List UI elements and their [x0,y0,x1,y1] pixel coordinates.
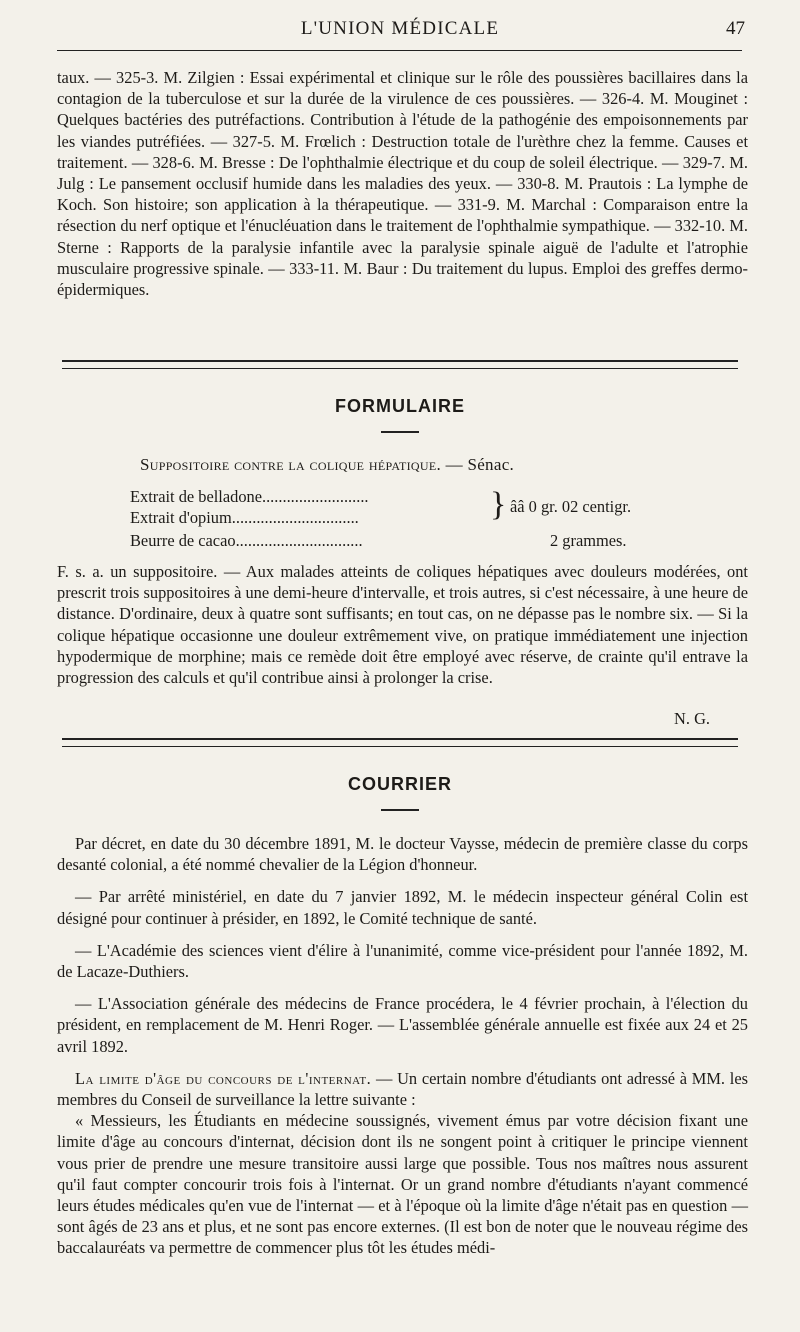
rx-dots: .......................... [261,487,369,506]
rx-item: Beurre de cacao [130,531,236,550]
limite-text: — Un certain nombre d'étudiants ont adressé à MM. les membres du Conseil de surveillance la lettre suivante : [57,1068,748,1110]
rx-shared-quantity: ââ 0 gr. 02 centigr. [510,497,632,516]
recipe-dash: — [445,455,463,474]
courrier-paragraph: — L'Association générale des médecins de France procédera, le 4 février prochain, à l'élection du président, en remplacement de M. Henri Roger. — L'assemblée générale annuelle est fixée aux 24 et 25 avril 1892. [57,994,748,1056]
rx-line-2 [130,507,359,528]
thesis-index-text: taux. — 325-3. M. Zilgien : Essai expérimental et clinique sur le rôle des poussières bacillaires dans la contagion de la tuberculose et sur la durée de la virulence de ces poussières. — 326-4. M. Mouginet : Quelques bactéries des putréfactions. Contribution à l'étude de la pathogénie des empoisonnements par les viandes putréfiées. — 327-5. M. Frœlich : Destruction totale de l'urèthre chez la femme. Causes et traitement. — 328-6. M. Bresse : De l'ophthalmie électrique et du coup de soleil électrique. — 329-7. M. Julg : Le pansement occlusif humide dans les maladies des yeux. — 330-8. M. Prautois : La lymphe de Koch. Son histoire; son application à la thérapeutique. — 331-9. M. Marchal : Comparaison entre la résection du nerf optique et l'énucléuation dans le traitement de l'ophthalmie sympathique. — 332-10. M. Sterne : Rapports de la paralysie infantile avec la paralysie spinale aiguë de l'adulte et l'atrophie musculaire progressive spinale. — 333-11. M. Baur : Du traitement du lupus. Emploi des greffes dermo-épidermiques. [57,68,748,300]
courrier-body [57,833,748,1259]
courrier-paragraph: — Par arrêté ministériel, en date du 7 janvier 1892, M. le médecin inspecteur général Colin est désigné pour continuer à présider, en 1892, le Comité technique de santé. [57,887,748,928]
title-underline [381,809,419,811]
formulaire-title: FORMULAIRE [335,396,465,416]
section-divider [62,360,738,369]
courrier-title: COURRIER [347,774,452,794]
letter-text: « Messieurs, les Étudiants en médecine soussignés, vivement émus par votre décision fixant une limite d'âge au concours d'internat, décision dont ils ne songent point à critiquer le principe viennent vous prier de prendre une mesure transitoire aussi large que possible. Tous nos maîtres nous assurent qu'il faut compter concourir trois fois à l'internat. Or un grand nombre d'étudiants n'ayant commencé leurs études médicales qu'en vue de l'internat — et à l'époque où la limite d'âge n'était pas en question — sont âgés de 23 ans et plus, et ne sont pas encore externes. (Il est bon de noter que le nouveau régime des baccalauréats va permettre de commencer plus tôt les études médi- [57,1111,748,1258]
rx-line-3 [130,530,363,551]
brace-symbol: } [490,486,507,523]
formulaire-body [57,561,748,688]
title-underline [381,431,419,433]
rx-dots: ............................... [235,531,363,550]
rx-dots: ............................... [231,508,359,527]
limite-paragraph [57,1068,748,1110]
limite-heading: La limite d'âge du concours de l'internat. [75,1068,372,1088]
journal-title: L'UNION MÉDICALE [300,18,500,39]
header-rule [57,50,742,51]
signature: N. G. [674,709,710,728]
recipe-name: Suppositoire contre la colique hépatique. [140,455,442,474]
rx-item: Extrait de belladone [130,487,262,506]
recipe-author: Sénac. [467,455,515,474]
section-divider [62,738,738,747]
rx-quantity-3: 2 grammes. [550,531,627,550]
rx-item: Extrait d'opium [130,508,232,527]
recipe-subtitle [140,455,514,475]
courrier-paragraph: Par décret, en date du 30 décembre 1891, M. le docteur Vaysse, médecin de première classe du corps desanté colonial, a été nommé chevalier de la Légion d'honneur. [57,834,748,875]
courrier-paragraph: — L'Académie des sciences vient d'élire à l'unanimité, comme vice-président pour l'année 1892, M. de Lacaze-Duthiers. [57,940,748,982]
formulaire-text: F. s. a. un suppositoire. — Aux malades atteints de coliques hépatiques avec douleurs modérées, ont prescrit trois suppositoires à une demi-heure d'intervalle, et trois autres, si c'est nécessaire, à une heure de distance. D'ordinaire, deux à quatre sont suffisants; en tout cas, on ne dépasse pas le nombre six. — Si la colique hépatique occasionne une douleur extrêmement vive, on pratique immédiatement une injection hypodermique de morphine; mais ce remède doit être employé avec réserve, de crainte qu'il entrave la progression des calculs et qu'il contribue ainsi à prolonger la crise. [57,562,748,688]
thesis-index-paragraph [57,67,748,300]
running-header [55,14,745,44]
rx-line-1 [130,486,369,507]
page-number: 47 [726,18,745,39]
